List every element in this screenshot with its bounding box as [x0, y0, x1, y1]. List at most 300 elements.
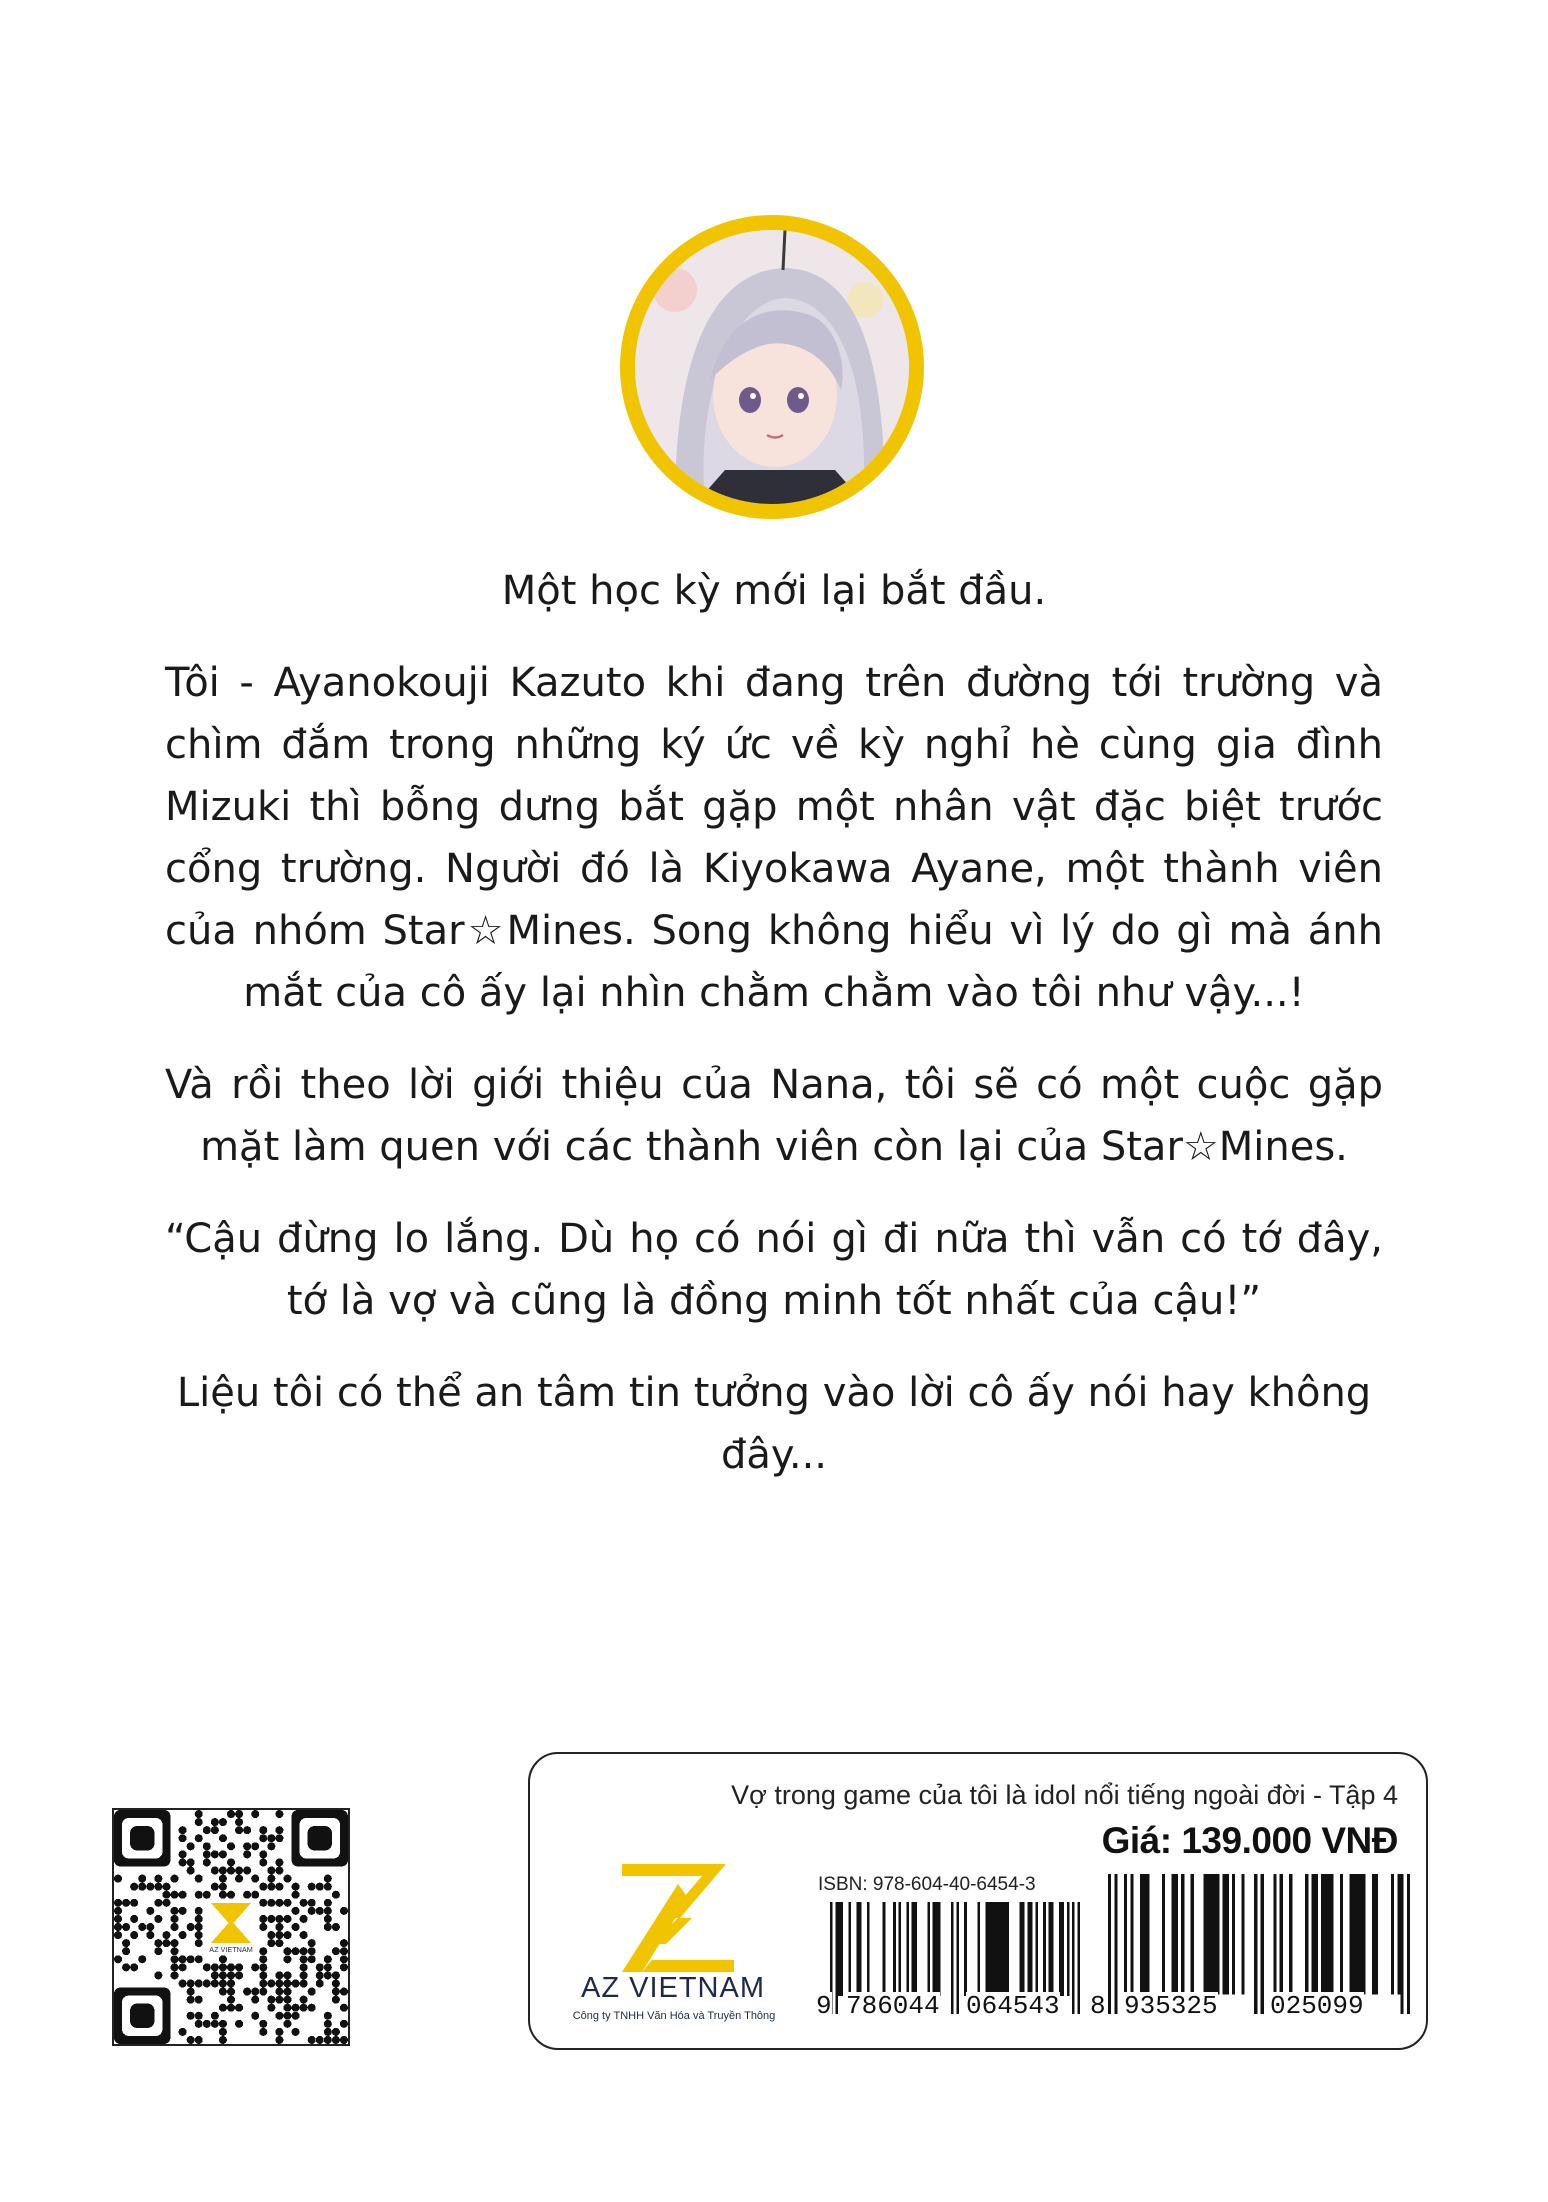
barcode-bar — [1280, 1874, 1283, 1994]
qr-module — [275, 1810, 283, 1818]
qr-module — [154, 1939, 162, 1947]
qr-module — [146, 1907, 154, 1915]
qr-module — [308, 1988, 316, 1996]
qr-module — [203, 1891, 211, 1899]
qr-module — [195, 2012, 203, 2020]
qr-module — [179, 1834, 187, 1842]
barcode-bar — [835, 1902, 838, 2014]
qr-module — [340, 1988, 348, 1996]
qr-module — [219, 1891, 227, 1899]
qr-module — [283, 1988, 291, 1996]
barcode-bar — [1400, 1874, 1403, 2014]
blurb-paragraph-4: “Cậu đừng lo lắng. Dù họ có nói gì đi nữa thì vẫn có tớ đây, tớ là vợ và cũng là đồng minh tốt nhất của cậu!” — [165, 1216, 1383, 1324]
qr-module — [219, 1834, 227, 1842]
barcode-bar — [856, 1902, 859, 1996]
barcode-bar — [1004, 1902, 1007, 1996]
qr-module — [243, 1866, 251, 1874]
qr-module — [179, 1907, 187, 1915]
qr-module — [275, 1931, 283, 1939]
barcode-bar — [1340, 1874, 1343, 1994]
barcode-bar — [1130, 1874, 1133, 1994]
qr-module — [251, 1996, 259, 2004]
barcode-bar — [838, 1902, 841, 1996]
qr-module — [170, 1915, 178, 1923]
qr-module — [259, 1947, 267, 1955]
barcode-bar — [1048, 1902, 1051, 1996]
barcode-bar — [1175, 1874, 1178, 1994]
barcode-bar — [1216, 1874, 1219, 1994]
barcode-bar — [1210, 1874, 1213, 1994]
qr-module — [267, 1931, 275, 1939]
qr-module — [235, 2020, 243, 2028]
qr-module — [259, 1971, 267, 1979]
qr-module — [235, 1875, 243, 1883]
qr-module — [283, 2004, 291, 2012]
character-portrait — [620, 215, 924, 519]
qr-module — [340, 2020, 348, 2028]
barcode-bar — [859, 1902, 862, 1996]
qr-module — [114, 1931, 122, 1939]
barcode-bar — [1375, 1874, 1378, 1994]
qr-module — [300, 1979, 308, 1987]
qr-module — [283, 1947, 291, 1955]
qr-module — [324, 2036, 332, 2044]
qr-module — [267, 1875, 275, 1883]
qr-module — [275, 1866, 283, 1874]
qr-module — [227, 1963, 235, 1971]
qr-module — [283, 1996, 291, 2004]
barcode-bar — [933, 1902, 936, 1996]
qr-finder-pattern — [130, 1826, 154, 1850]
qr-module — [292, 2004, 300, 2012]
qr-module — [187, 1955, 195, 1963]
qr-module — [324, 1971, 332, 1979]
qr-module — [179, 1931, 187, 1939]
barcode-bar — [1321, 1874, 1324, 1994]
qr-module — [211, 1979, 219, 1987]
qr-module — [340, 1955, 348, 1963]
qr-module — [340, 2036, 348, 2044]
barcode-bar — [906, 1902, 909, 1996]
qr-module — [170, 1955, 178, 1963]
qr-module — [259, 1915, 267, 1923]
qr-module — [283, 1915, 291, 1923]
qr-module — [122, 1947, 130, 1955]
qr-module — [332, 1996, 340, 2004]
qr-module — [130, 1963, 138, 1971]
qr-module — [259, 1955, 267, 1963]
barcode-bar — [1315, 1874, 1318, 1994]
barcode-bar — [848, 1902, 851, 1996]
brand-subtitle: Công ty TNHH Văn Hóa và Truyền Thông — [572, 2010, 776, 2022]
qr-module — [170, 1963, 178, 1971]
barcode-bar — [998, 1902, 1001, 1996]
qr-module — [219, 1818, 227, 1826]
barcode-bar — [985, 1902, 988, 1996]
qr-module — [211, 1883, 219, 1891]
price-label: Giá: 139.000 VNĐ — [1101, 1820, 1398, 1861]
az-vietnam-logo — [622, 1864, 734, 1972]
qr-module — [259, 1858, 267, 1866]
barcode-bar — [1327, 1874, 1330, 1994]
qr-finder-pattern — [308, 1826, 332, 1850]
qr-module — [187, 1842, 195, 1850]
qr-module — [146, 1883, 154, 1891]
qr-module — [267, 1883, 275, 1891]
qr-module — [283, 1979, 291, 1987]
qr-module — [259, 1979, 267, 1987]
barcode-bar — [1059, 1902, 1062, 1996]
barcode-bar — [841, 1902, 844, 1996]
qr-module — [316, 1907, 324, 1915]
qr-module — [308, 1899, 316, 1907]
qr-module — [275, 1858, 283, 1866]
qr-module — [195, 1810, 203, 1818]
qr-module — [324, 1899, 332, 1907]
isbn-label: ISBN: 978-604-40-6454-3 — [818, 1874, 1036, 1895]
qr-module — [187, 1996, 195, 2004]
barcode-bar — [1407, 1874, 1410, 2014]
qr-module — [219, 2028, 227, 2036]
ean-barcode-left-digits: 935325 — [1124, 1991, 1218, 2021]
qr-module — [154, 1899, 162, 1907]
barcode-bar — [1359, 1874, 1362, 1994]
qr-module — [275, 1996, 283, 2004]
barcode-bar — [1353, 1874, 1356, 1994]
barcode-bar — [1043, 1902, 1046, 1996]
qr-module — [203, 1826, 211, 1834]
barcode-bar — [993, 1902, 996, 1996]
qr-module — [243, 1891, 251, 1899]
qr-module — [300, 1955, 308, 1963]
qr-module — [130, 1883, 138, 1891]
qr-module — [332, 2036, 340, 2044]
qr-module — [195, 1955, 203, 1963]
qr-module — [275, 2036, 283, 2044]
qr-module — [211, 1818, 219, 1826]
qr-module — [332, 1923, 340, 1931]
qr-code — [112, 1808, 350, 2046]
qr-module — [179, 1891, 187, 1899]
qr-module — [235, 1810, 243, 1818]
qr-module — [219, 2036, 227, 2044]
qr-module — [227, 1842, 235, 1850]
qr-code-graphic — [114, 1810, 348, 2044]
qr-module — [324, 1915, 332, 1923]
barcode-bar — [1143, 1874, 1146, 1994]
qr-module — [195, 1818, 203, 1826]
qr-module — [114, 1915, 122, 1923]
qr-module — [324, 1923, 332, 1931]
qr-module — [324, 2020, 332, 2028]
qr-module — [195, 1939, 203, 1947]
blurb-paragraph-1: Một học kỳ mới lại bắt đầu. — [501, 568, 1047, 614]
qr-module — [146, 1931, 154, 1939]
qr-module — [211, 1971, 219, 1979]
qr-module — [114, 1899, 122, 1907]
qr-module — [211, 2020, 219, 2028]
qr-finder-pattern — [130, 2004, 154, 2028]
qr-module — [275, 1923, 283, 1931]
barcode-bar — [1019, 1902, 1022, 1996]
qr-module — [308, 1947, 316, 1955]
qr-module — [332, 1971, 340, 1979]
barcode-bar — [1108, 1874, 1111, 2014]
barcode-bar — [1226, 1874, 1229, 1994]
qr-module — [251, 1875, 259, 1883]
qr-module — [187, 1988, 195, 1996]
qr-module — [162, 1883, 170, 1891]
qr-module — [300, 1899, 308, 1907]
qr-module — [114, 1955, 122, 1963]
qr-module — [219, 1979, 227, 1987]
qr-module — [211, 1850, 219, 1858]
qr-module — [300, 1915, 308, 1923]
qr-module — [308, 1955, 316, 1963]
qr-module — [219, 1883, 227, 1891]
barcode-bar — [956, 1902, 959, 2014]
barcode-bar — [1146, 1874, 1149, 1994]
barcode-bar — [914, 1902, 917, 1996]
qr-module — [316, 1971, 324, 1979]
qr-module — [308, 2004, 316, 2012]
character-illustration — [635, 230, 909, 504]
qr-module — [179, 2028, 187, 2036]
qr-module — [227, 1996, 235, 2004]
qr-module — [154, 1947, 162, 1955]
barcode-bar — [1140, 1874, 1143, 1994]
qr-module — [130, 1931, 138, 1939]
qr-module — [187, 1923, 195, 1931]
qr-module — [251, 1988, 259, 1996]
qr-module — [162, 1931, 170, 1939]
qr-module — [138, 1875, 146, 1883]
isbn-barcode-left-digits: 786044 — [846, 1991, 940, 2021]
qr-module — [259, 2028, 267, 2036]
qr-module — [292, 2012, 300, 2020]
qr-module — [259, 1826, 267, 1834]
qr-module — [114, 1907, 122, 1915]
qr-module — [316, 1963, 324, 1971]
qr-module — [114, 1875, 122, 1883]
barcode-bar — [964, 1902, 967, 1996]
qr-module — [251, 2012, 259, 2020]
qr-module — [179, 1826, 187, 1834]
qr-module — [292, 2028, 300, 2036]
qr-module — [227, 1979, 235, 1987]
qr-module — [211, 1866, 219, 1874]
barcode-bar — [1203, 1874, 1206, 1994]
barcode-bar — [1022, 1902, 1025, 1996]
qr-module — [235, 1971, 243, 1979]
qr-module — [130, 1915, 138, 1923]
barcode-bar — [1372, 1874, 1375, 1994]
qr-module — [300, 2004, 308, 2012]
barcode-bar — [996, 1902, 999, 1996]
qr-module — [300, 1971, 308, 1979]
qr-module — [340, 1963, 348, 1971]
qr-module — [219, 1963, 227, 1971]
qr-module — [203, 1979, 211, 1987]
qr-module — [324, 2012, 332, 2020]
qr-module — [203, 1842, 211, 1850]
barcode-bar — [927, 1902, 930, 1996]
qr-module — [292, 1891, 300, 1899]
qr-module — [259, 1883, 267, 1891]
qr-module — [195, 1996, 203, 2004]
qr-module — [267, 1842, 275, 1850]
qr-module — [235, 1826, 243, 1834]
qr-module — [267, 1996, 275, 2004]
qr-module — [275, 1883, 283, 1891]
qr-module — [332, 2028, 340, 2036]
qr-module — [219, 1955, 227, 1963]
qr-module — [179, 1963, 187, 1971]
barcode-bar — [1077, 1902, 1080, 2014]
barcode-bar — [1001, 1902, 1004, 1996]
qr-module — [170, 1891, 178, 1899]
barcode-bar — [912, 1902, 915, 1996]
qr-module — [170, 1939, 178, 1947]
qr-module — [219, 1850, 227, 1858]
qr-module — [162, 1939, 170, 1947]
qr-module — [179, 1850, 187, 1858]
qr-module — [316, 2036, 324, 2044]
qr-module — [324, 1955, 332, 1963]
barcode-bar — [1072, 1902, 1075, 2014]
qr-module — [154, 1875, 162, 1883]
barcode-bar — [1222, 1874, 1225, 1994]
qr-module — [235, 1866, 243, 1874]
qr-module — [275, 2012, 283, 2020]
qr-module — [219, 2004, 227, 2012]
qr-module — [324, 1883, 332, 1891]
qr-module — [251, 1891, 259, 1899]
qr-module — [195, 1834, 203, 1842]
qr-module — [138, 1923, 146, 1931]
qr-module — [267, 1899, 275, 1907]
qr-module — [283, 1971, 291, 1979]
barcode-bar — [1311, 1874, 1314, 1994]
barcode-bar — [898, 1902, 901, 1996]
qr-module — [300, 1996, 308, 2004]
qr-module — [203, 1963, 211, 1971]
qr-module — [122, 1963, 130, 1971]
qr-module — [179, 1979, 187, 1987]
qr-module — [195, 1923, 203, 1931]
qr-module — [283, 2012, 291, 2020]
barcode-bar — [1027, 1902, 1030, 1996]
qr-module — [122, 1899, 130, 1907]
barcode-bar — [1062, 1902, 1065, 1996]
qr-module — [267, 2004, 275, 2012]
barcode-bar — [1391, 1874, 1394, 1994]
barcode-bar — [1051, 1902, 1054, 1996]
qr-module — [154, 1971, 162, 1979]
qr-module — [292, 1979, 300, 1987]
qr-module — [227, 1971, 235, 1979]
barcode-bar — [1397, 1874, 1400, 1994]
qr-module — [154, 1915, 162, 1923]
barcode-bar — [1035, 1902, 1038, 1996]
qr-module — [283, 2020, 291, 2028]
barcode-bar — [1191, 1874, 1194, 1994]
qr-module — [235, 2004, 243, 2012]
qr-module — [259, 1834, 267, 1842]
qr-module — [227, 1810, 235, 1818]
qr-module — [114, 1923, 122, 1931]
barcode-bar — [991, 1902, 994, 1996]
barcode-bar — [1232, 1874, 1235, 1994]
barcode-bar — [1305, 1874, 1308, 1994]
qr-module — [227, 1891, 235, 1899]
qr-module — [275, 1971, 283, 1979]
barcode-bar — [1350, 1874, 1353, 1994]
qr-module — [340, 2004, 348, 2012]
qr-module — [187, 2012, 195, 2020]
qr-module — [219, 1988, 227, 1996]
barcode-bar — [1331, 1874, 1334, 1994]
qr-module — [251, 1963, 259, 1971]
back-cover-blurb — [165, 560, 1383, 1516]
qr-module — [138, 1883, 146, 1891]
qr-module — [170, 1923, 178, 1931]
book-info-box — [528, 1752, 1428, 2050]
qr-module — [195, 1915, 203, 1923]
blurb-paragraph-2: Tôi - Ayanokouji Kazuto khi đang trên đường tới trường và chìm đắm trong những ký ức về kỳ nghỉ hè cùng gia đình Mizuki thì bỗng dưng bắt gặp một nhân vật đặc biệt trước cổng trường. Người đó là Kiyokawa Ayane, một thành viên của nhóm Star☆Mines. Song không hiểu vì lý do gì mà ánh mắt của cô ấy lại nhìn chằm chằm vào tôi như vậy...! — [165, 660, 1383, 1016]
qr-module — [324, 2028, 332, 2036]
qr-module — [324, 1875, 332, 1883]
barcode-bar — [1242, 1874, 1245, 1994]
barcode-bar — [883, 1902, 886, 1996]
qr-module — [195, 2036, 203, 2044]
barcode-bar — [1006, 1902, 1009, 1996]
qr-module — [179, 1858, 187, 1866]
barcode-bar — [977, 1902, 980, 1996]
qr-module — [195, 1891, 203, 1899]
barcode-bar — [1067, 1902, 1070, 1996]
qr-module — [308, 1907, 316, 1915]
barcode-bar — [1030, 1902, 1033, 1996]
qr-module — [283, 1875, 291, 1883]
qr-module — [211, 2012, 219, 2020]
qr-center-logo-icon — [211, 1903, 251, 1943]
qr-module — [259, 1923, 267, 1931]
qr-module — [195, 1907, 203, 1915]
qr-module — [308, 2036, 316, 2044]
qr-module — [227, 1858, 235, 1866]
barcode-bar — [951, 1902, 954, 2014]
qr-module — [316, 1883, 324, 1891]
barcode-bar — [1273, 1874, 1276, 1994]
qr-module — [275, 1915, 283, 1923]
qr-module — [324, 1963, 332, 1971]
qr-module — [219, 1875, 227, 1883]
qr-module — [300, 1947, 308, 1955]
qr-module — [130, 1899, 138, 1907]
qr-module — [122, 1939, 130, 1947]
qr-module — [227, 1988, 235, 1996]
qr-module — [340, 1939, 348, 1947]
ean-barcode-lead-digit: 8 — [1090, 1991, 1106, 2021]
qr-module — [259, 1963, 267, 1971]
blurb-paragraph-5: Liệu tôi có thể an tâm tin tưởng vào lời cô ấy nói hay không đây... — [176, 1370, 1372, 1478]
barcode-bar — [1356, 1874, 1359, 1994]
qr-module — [332, 1988, 340, 1996]
qr-module — [267, 1915, 275, 1923]
qr-module — [308, 1883, 316, 1891]
qr-center-label — [209, 1945, 253, 1954]
